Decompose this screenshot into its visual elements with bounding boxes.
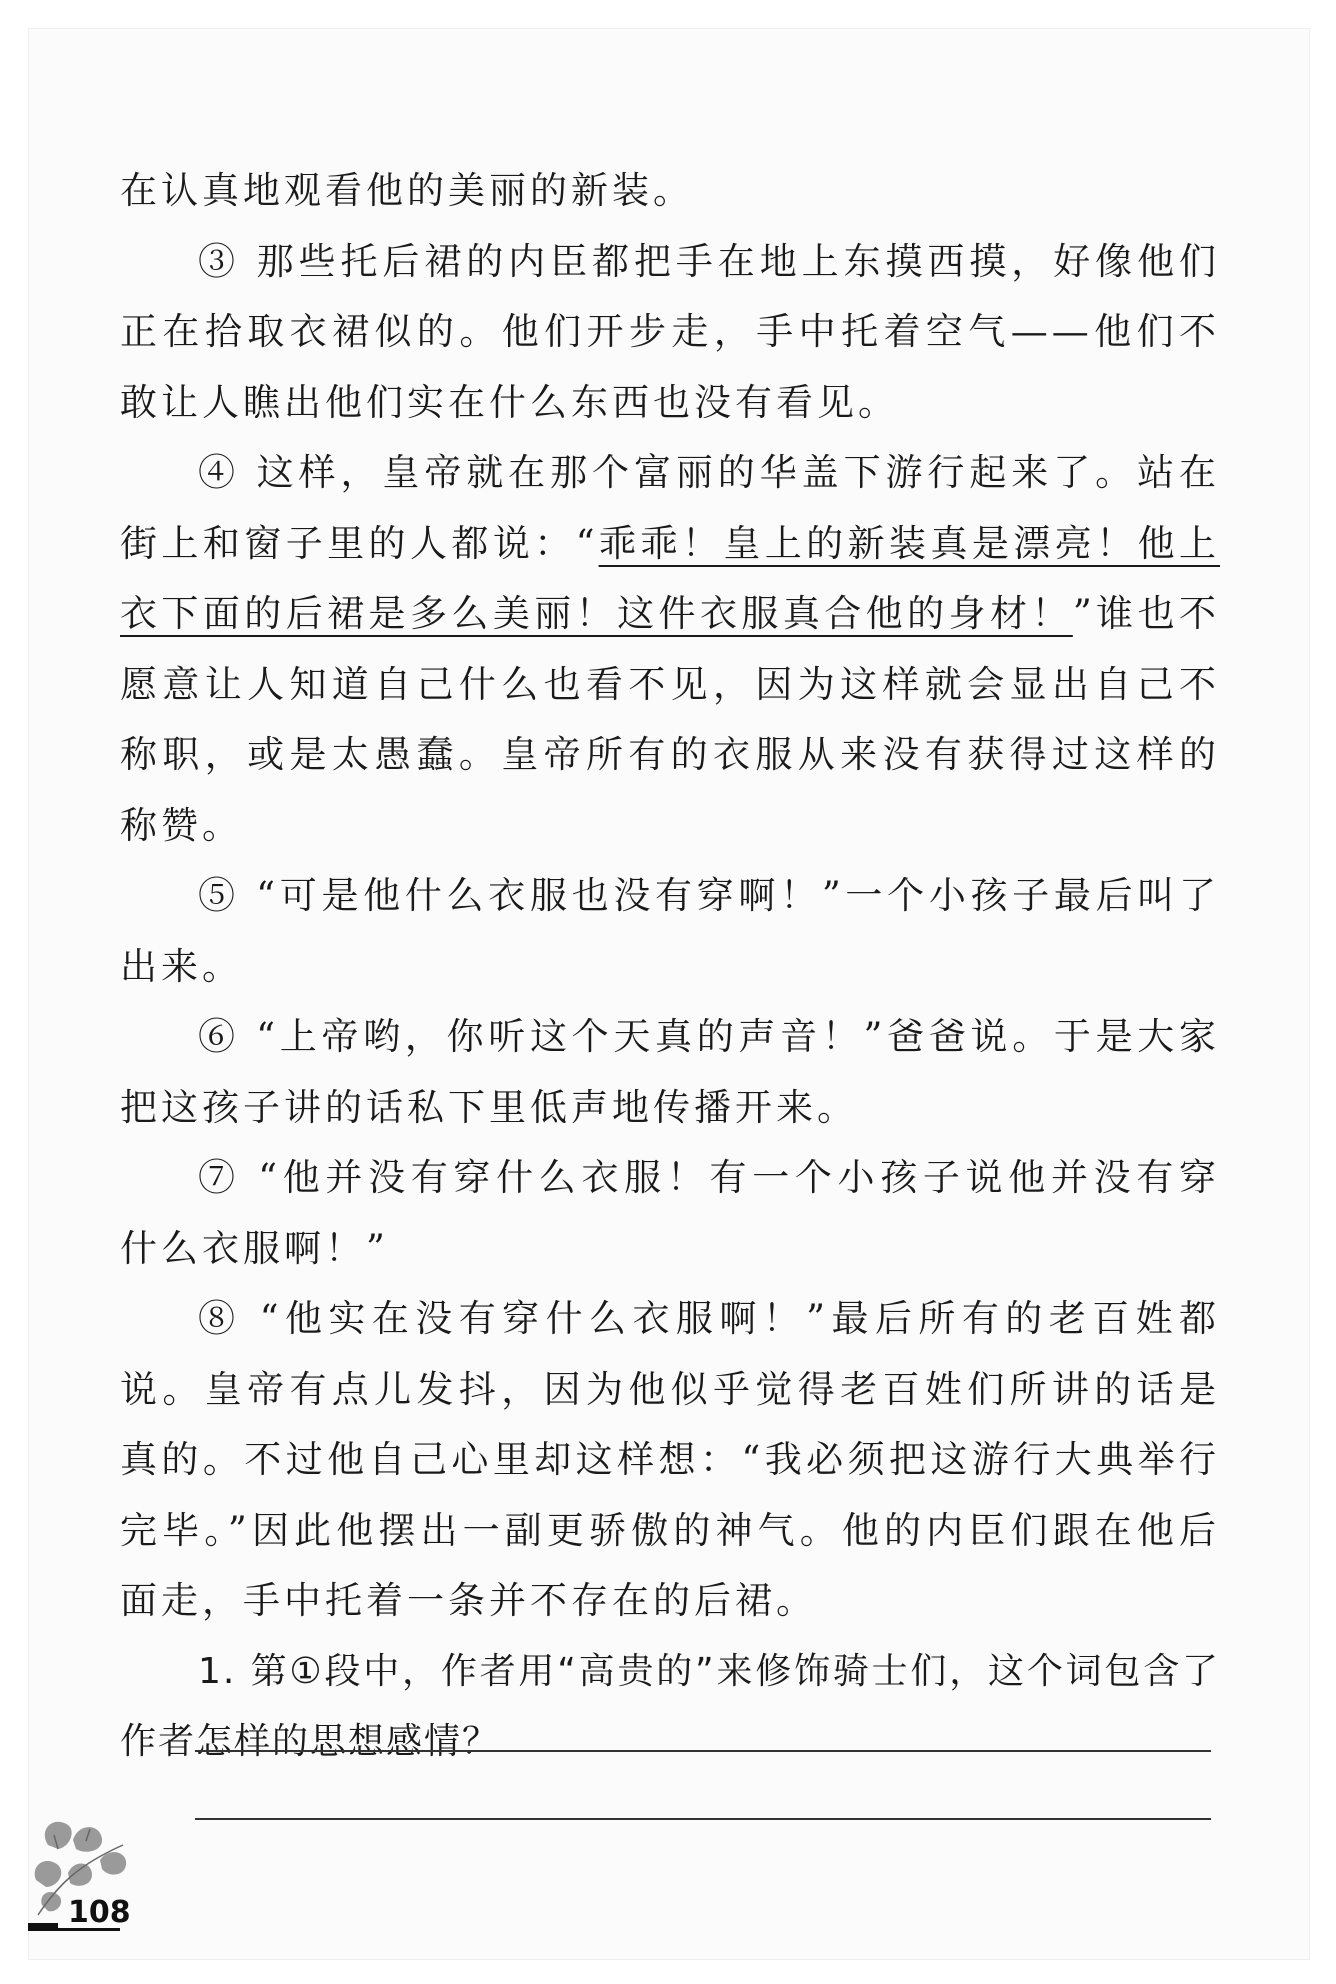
page-number: 108 bbox=[68, 1895, 131, 1930]
passage-paragraph-6: ⑥ “上帝哟，你听这个天真的声音！”爸爸说。于是大家把这孩子讲的话私下里低声地传播开来。 bbox=[120, 1015, 1220, 1129]
underlined-sentence: 乖乖！皇上的新装真是漂亮！他上衣下面的后裙是多么美丽！这件衣服真合他的身材！ bbox=[120, 521, 1220, 635]
passage-paragraph-7: ⑦ “他并没有穿什么衣服！有一个小孩子说他并没有穿什么衣服啊！” bbox=[120, 1156, 1220, 1270]
reading-passage bbox=[120, 156, 1220, 1778]
passage-paragraph-3: ③ 那些托后裙的内臣都把手在地上东摸西摸，好像他们正在拾取衣裙似的。他们开步走，手中托着空气——他们不敢让人瞧出他们实在什么东西也没有看见。 bbox=[120, 239, 1220, 424]
passage-paragraph-4 bbox=[120, 438, 1220, 861]
answer-line-1[interactable] bbox=[195, 1750, 1211, 1752]
passage-paragraph-continued: 在认真地观看他的美丽的新装。 bbox=[120, 169, 694, 212]
paragraph-4-tail: ”谁也不愿意让人知道自己什么也看不见，因为这样就会显出自己不称职，或是太愚蠢。皇帝所有的衣服从来没有获得过这样的称赞。 bbox=[120, 592, 1221, 847]
answer-line-2[interactable] bbox=[195, 1818, 1211, 1820]
paragraph-4-lead: ④ 这样，皇帝就在那个富丽的华盖下游行起来了。站在街上和窗子里的人都说：“ bbox=[120, 451, 1220, 565]
page-number-marker bbox=[28, 1923, 58, 1931]
passage-paragraph-8: ⑧ “他实在没有穿什么衣服啊！”最后所有的老百姓都说。皇帝有点儿发抖，因为他似乎觉得老百姓们所讲的话是真的。不过他自己心里却这样想：“我必须把这游行大典举行完毕。”因此他摆出一副更骄傲的神气。他的内臣们跟在他后面走，手中托着一条并不存在的后裙。 bbox=[120, 1297, 1220, 1622]
passage-paragraph-5: ⑤ “可是他什么衣服也没有穿啊！”一个小孩子最后叫了出来。 bbox=[120, 874, 1220, 988]
question-1: 1. 第①段中，作者用“高贵的”来修饰骑士们，这个词包含了作者怎样的思想感情？ bbox=[120, 1650, 1220, 1762]
